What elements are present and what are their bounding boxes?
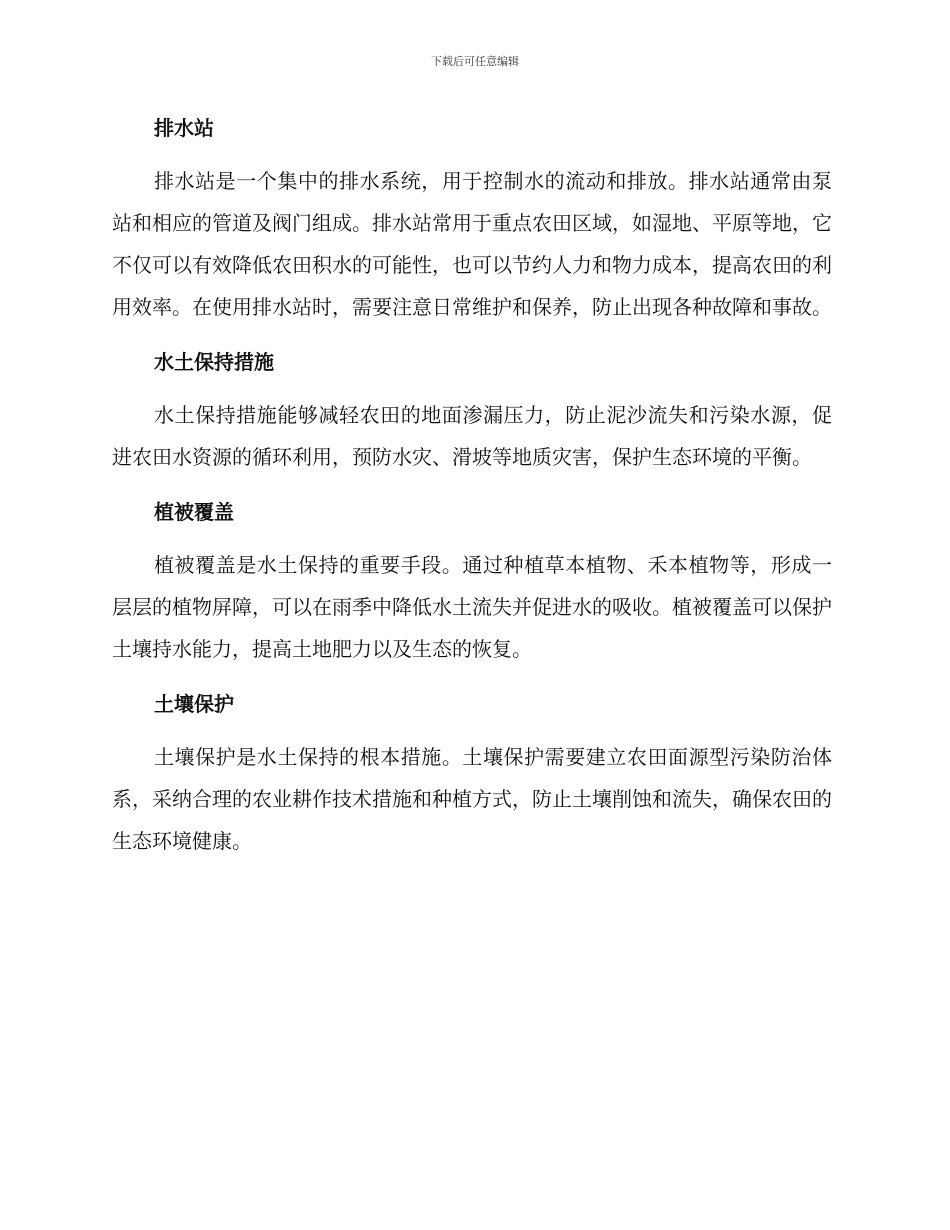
page-header: 下载后可任意编辑 xyxy=(431,55,519,68)
section-heading: 水土保持措施 xyxy=(154,350,274,374)
section-paragraph: 水土保持措施能够减轻农田的地面渗漏压力，防止泥沙流失和污染水源，促进农田水资源的循环利用，预防水灾、滑坡等地质灾害，保护生态环境的平衡。 xyxy=(112,403,832,469)
document-body xyxy=(112,108,832,876)
section-vegetation-cover xyxy=(112,492,832,670)
section-paragraph: 排水站是一个集中的排水系统，用于控制水的流动和排放。排水站通常由泵站和相应的管道及阀门组成。排水站常用于重点农田区域，如湿地、平原等地，它不仅可以有效降低农田积水的可能性，也可以节约人力和物力成本，提高农田的利用效率。在使用排水站时，需要注意日常维护和保养，防止出现各种故障和事故。 xyxy=(112,169,832,319)
section-paragraph: 植被覆盖是水土保持的重要手段。通过种植草本植物、禾本植物等，形成一层层的植物屏障，可以在雨季中降低水土流失并促进水的吸收。植被覆盖可以保护土壤持水能力，提高土地肥力以及生态的恢复。 xyxy=(112,553,832,661)
section-heading: 土壤保护 xyxy=(154,692,234,716)
section-soil-water-conservation xyxy=(112,342,832,478)
section-heading: 排水站 xyxy=(154,116,214,140)
section-paragraph: 土壤保护是水土保持的根本措施。土壤保护需要建立农田面源型污染防治体系，采纳合理的农业耕作技术措施和种植方式，防止土壤削蚀和流失，确保农田的生态环境健康。 xyxy=(112,745,832,853)
section-heading: 植被覆盖 xyxy=(154,500,234,524)
section-drainage-station xyxy=(112,108,832,328)
section-soil-protection xyxy=(112,684,832,862)
